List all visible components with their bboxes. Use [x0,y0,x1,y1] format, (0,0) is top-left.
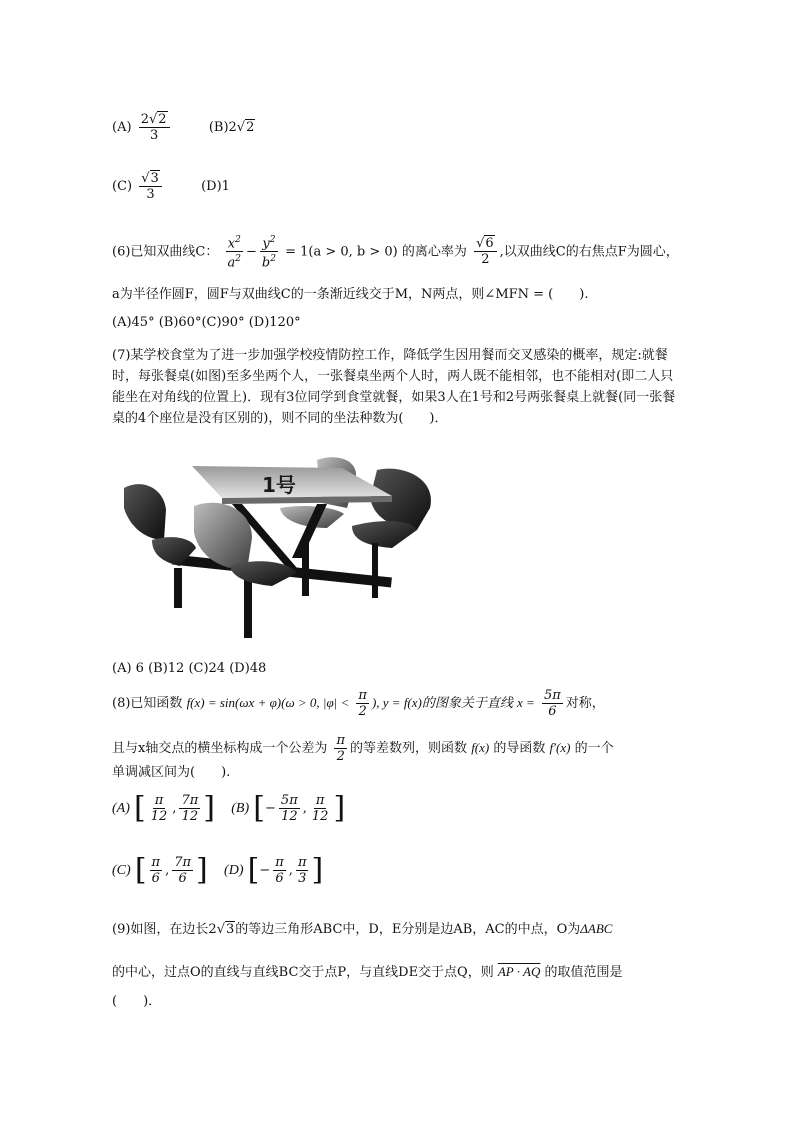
table-top [192,466,392,504]
q8-line2-b: 的等差数列，则函数 [350,741,468,756]
choice-b-label: (B)2 [208,120,237,135]
q8-c-frac-1: $\frac{\pi}{6}$ [151,855,161,886]
q8-choice-d-label: (D) [224,863,244,878]
q8-b-frac-1: $\frac{5\pi}{12}$ [280,793,298,824]
q8-line-2 [112,733,614,764]
q9-sqrt: √3 [216,922,235,937]
q9-triangle: ΔABC [580,921,613,936]
q5-row-cd [112,171,230,202]
q8-b-sign: − [265,801,276,816]
q6-x-frac: $\frac{x^2}{a^2}$ [227,235,242,271]
q5-row-ab [112,112,255,143]
q8-phi-bound: $\frac{\pi}{2}$ [358,688,367,719]
q6-equation: = 1(a > 0, b > 0) [285,244,398,260]
q8-choice-c-label: (C) [112,863,131,878]
choice-c-fraction: $\frac{√3}{3}$ [139,171,162,202]
q6-line-1: (6)已知双曲线C： $\frac{x^2}{a^2}$ − $\frac{y^2}{b^2}$ = 1(a > 0, b > 0) 的离心率为 $\frac{√6}{2}$ ,以双曲线C的右焦点F为圆心， [112,235,679,271]
q9-vector-product: AP · AQ [497,964,541,979]
q9-intro: (9)如图，在边长 [112,922,209,937]
q8-choices-ab: (A) [ $\frac{\pi}{12}$ , $\frac{7\pi}{12}$ ] (B) [− $\frac{5\pi}{12}$ , $\frac{\pi}{12}$ ] [112,790,346,826]
q8-b-frac-2: $\frac{\pi}{12}$ [311,793,329,824]
q9-text-3: 的取值范围是 [544,965,623,980]
q8-choice-a-label: (A) [112,801,130,816]
q9-line-1 [112,920,612,939]
q9-text-2: 的中心，过点O的直线与直线BC交于点P，与直线DE交于点Q，则 [112,965,494,980]
choice-a-label: (A) [112,120,132,135]
choice-b-sqrt: √2 [236,120,255,135]
q9-line-3: ( )． [112,994,162,1009]
q8-x-frac: $\frac{5\pi}{6}$ [543,688,561,719]
choice-d-label: (D)1 [201,179,230,194]
q8-a-frac-1: $\frac{\pi}{12}$ [150,793,168,824]
q6-intro: (6)已知双曲线C： [112,244,219,260]
q8-line2-d: 的导函数 [493,741,546,756]
q8-symmetric: 对称， [565,696,605,711]
q6-choices: (A)45° (B)60°(C)90° (D)120° [112,315,301,330]
q6-ecc-frac: $\frac{√6}{2}$ [474,236,497,267]
q6-ecc-text: 的离心率为 [401,244,467,260]
q8-c-frac-2: $\frac{7\pi}{6}$ [174,855,192,886]
q8-d-sign: − [259,863,271,878]
q8-d-frac-2: $\frac{\pi}{3}$ [297,855,307,886]
q8-fx: f(x) [471,740,490,755]
q8-a-frac-2: $\frac{7\pi}{12}$ [181,793,199,824]
choice-a-fraction: $\frac{2√2}{3}$ [139,112,170,143]
q6-line-2: a为半径作圆F，圆F与双曲线C的一条渐近线交于M，N两点，则∠MFN = ( ). [112,287,589,302]
q6-y-frac: $\frac{y^2}{b^2}$ [261,235,276,271]
q8-x-equals: x = [517,695,535,710]
q8-line-1 [112,688,605,719]
q9-text-1: 的等边三角形ABC中，D，E分别是边AB，AC的中点，O为 [235,922,581,937]
table-number-label: 1号 [262,473,296,497]
q8-line2-f: 的一个 [574,741,614,756]
q9-line-2 [112,963,623,982]
q7-choices: (A) 6 (B)12 (C)24 (D)48 [112,661,267,676]
q7-text: (7)某学校食堂为了进一步加强学校疫情防控工作，降低学生因用餐而交叉感染的概率，规定:就餐时，每张餐桌(如图)至多坐两个人，一张餐桌坐两个人时，两人既不能相邻，也不能相对(即二人只能坐在对角线的位置上)．现有3位同学到食堂就餐，如果3人在1号和2号两张餐桌上就餐(同一张餐桌的4个座位是没有区别的)，则不同的坐法种数为( )． [112,348,676,426]
q8-line-3: 单调减区间为( ). [112,765,231,780]
q8-d-frac-1: $\frac{\pi}{6}$ [275,855,284,886]
dining-table-image [112,448,442,648]
q8-symmetry-text: ), y = f(x)的图象关于直线 [371,695,513,710]
q8-choice-b-label: (B) [231,801,250,816]
chair-front-left [124,484,196,566]
q8-choices-cd: (C) [ $\frac{\pi}{6}$ , $\frac{7\pi}{6}$ ] (D) [− $\frac{\pi}{6}$ , $\frac{\pi}{3}$ ] [112,852,324,888]
q6-tail: ,以双曲线C的右焦点F为圆心， [499,244,679,260]
q9-coef: 2 [208,922,217,937]
q8-line2-a: 且与x轴交点的横坐标构成一个公差为 [112,741,328,756]
q8-function: f(x) = sin(ωx + φ)(ω > 0, |φ| < [186,695,350,710]
choice-c-label: (C) [112,179,133,194]
q8-diff-frac: $\frac{\pi}{2}$ [336,733,346,764]
q8-intro: (8)已知函数 [112,696,183,711]
q8-fprime: f′(x) [549,740,571,755]
